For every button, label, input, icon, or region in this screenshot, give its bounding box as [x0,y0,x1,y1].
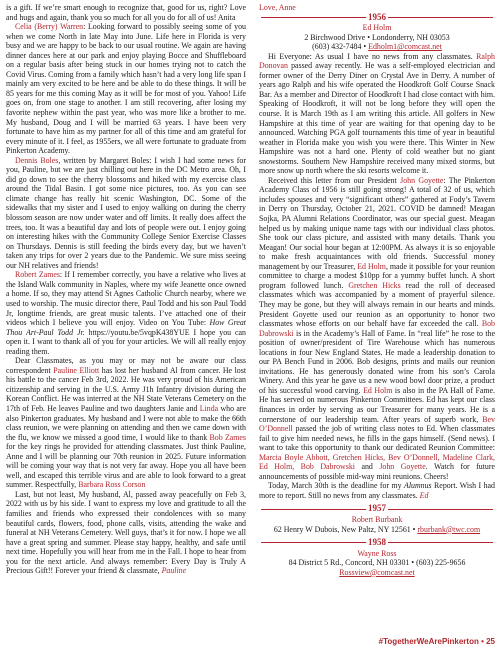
rule-line [261,509,366,510]
email-link[interactable]: Edholm1@comcast.net [368,42,442,52]
classmate-name: Bev O’Donnell [259,414,495,434]
paragraph-barbara: Dear Classmates, as you may or may not be aware our class correspondent Pauline Elliott has lost her husband Al from cancer. He lost his battle to the cancer Feb 3rd, 2022. He was very proud of his American citizenship and serving in the U.S. Army J1h Infantry division during the Korean Conflict. He was interred at the NH State Veterans Cemetery on the 17th of Feb. He leaves Pauline and two daughters Janie and Linda who are also Pinkerton graduates. My husband and I were not able to make the 66th class reunion, we were planning on attending and then we came down with the flu, we know we missed a good time, I would like to thank Bob Zames for the key rings he provided for attending classmates. Just think Pauline, Anne and I will be planning our 70th reunion in 2025. Future information will be coming your way that is not very far away. Hope you all have been well, and escaped this terrible virus and are able to look forward to a great summer. Respectfully, Barbara Ross Corson [6,356,247,490]
paragraph-pauline: Last, but not least, My husband, Al, passed away peacefully on Feb 3, 2022 with us by his side. I want to express my love and gratitude to all the families and friends who expressed their condolences with so many beautiful cards, flowers, food, phone calls, visits, attending the wake and funeral at NH Veterans Cemetery. Well guys, that’s it for now. I hope we all have a great spring and summer. Please stay happy, healthy, and safe until next time. Hopefully you will hear from me in the Fall. I hope to hear from you for the next article. And always remember: Every Day is Truly A Precious Gift!! Forever your friend & classmate, Pauline [6,489,246,576]
footer-separator: • [478,637,487,646]
continuation-signoff: Love, Anne [259,3,296,12]
paragraph-1956-letter: Received this letter from our President John Goyette: The Pinkerton Academy Class of 1956 is still going strong! A total of 32 of us, which includes spouses and very “significant others” gathered at Fody’s Tavern in Derry on Thursday, October 21, 2021. COVID be damned! Meagan Sojka, PA Alumni Relations Coordinator, was our special guest. Meagan helped us by making unique name tags with our individual class photos. She took our class picture, and assisted with many details. Thank you Meagan! Our social hour began at 12:00PM. As always it is so enjoyable to make fresh acquaintances with old friends. Successful money management by our Treasurer, Ed Holm, made it possible for your reunion committee to charge a modest $10pp for a yummy buffet lunch. A short program followed lunch. Gretchen Hicks read the roll of deceased classmates which was accompanied by a moment of prayerful silence. They may be gone, but they will always remain in our hearts and minds. President Goyette used our reunion as an opportunity to honor two classmates whose efforts on our behalf have far exceeded the call. Bob Dabrowski is in the Academy’s Hall of Fame. In “real life” he rose to the position of owner/president of Tire Warehouse which has numerous locations in four New England States. He made a leadership donation to our PA Bench Fund in 2006. Bob designs, prints and mails our reunion invitations. He has generously donated wine from his son’s Carola Winery. And this year he gave us a new wood bowl door prize, a product of his successful wood carving. Ed Holm is also in the PA Hall of Fame. He has served on numerous Pinkerton Committees. Ed has kept our class finances in order by serving as our Treasurer for many years. He is a cornerstone of our leadership team. After years of superb work, Bev O’Donnell passed the job of writing class notes to Ed. When classmates fail to give him needed news, he fills in the gaps himself. (Send news). I want to take this opportunity to thank our dedicated Reunion Committee: Marcia Boyle Abbott, Gretchen Hicks, Bev O’Donnell, Madeline Clark, Ed Holm, Bob Dabrowski and John Goyette. Watch for future announcements of possible mid-way mini reunions. Cheers! [259,175,496,481]
signature-name: Pauline [161,566,187,576]
correspondent-name: Wayne Ross [357,548,397,558]
right-column [259,3,495,577]
classmate-name: John Goyette [379,462,426,472]
hashtag: #TogetherWeArePinkerton [378,637,479,646]
paragraph-1956-deadline: Today, March 30th is the deadline for my Alumnus Report. Wish I had more to report. Still no news from any classmates. Ed [259,481,495,500]
classmate-name: Linda [199,403,219,413]
classmate-name: Ralph Donovan [259,51,495,71]
alumnus-title: Alumnus [404,481,432,491]
signature-name: Barbara Ross Corson [78,480,146,490]
correspondent-address: 84 District 5 Rd., Concord, NH 03301 • (603) 225-9656 [288,558,466,568]
classmate-name: Pauline Elliott [53,365,100,375]
paragraph-celia: Celia (Berry) Warren: Looking forward to possibly seeing some of you when we come North in late May into June. Life here in Florida is very busy and we are happy to be back to our usual routine. We again are having dinner dances here at our park and enjoy playing Bocce and Shuffleboard on a regular basis after being stuck in our homes trying not to catch the Covid Virus. Coming from a family which hasn’t had a very long life span I mainly am very excited to be here and be able to do these things. It will be 85 years for me this coming May as it will be for most of you. Yahoo! Life goes on, from one stage to another. I am still recovering, after losing my favorite nephew within the past year, who was more like a brother to me. My husband, Doug and I will be married 63 years. I have been very fortunate to have him as my partner for all of this time and am grateful for every minute of it. I feel, as 1955ers, we all were fortunate to graduate from Pinkerton Academy. [6,22,246,156]
correspondent-contact [259,568,495,578]
year-heading-1956: 1956 [259,13,495,23]
classmate-name: Dennis Boles [15,155,59,165]
paragraph-dennis: Dennis Boles, written by Margaret Boles: I wish I had some news for you, Pauline, but we are just chilling out here in the DC Metro area. Oh, I did go down to see the cherry blossoms and hiked with my exercise class around the Tidal Basin. I got some nice pictures, too. As you can see climate change has really hit scenic Washington, DC. Some of the sidewalks that my sister and I used to enjoy walking on during the cherry blossom season are now under water and off limits. It really does affect the trees, too. It was a beautiful day and lots of people were out. I enjoy going on interesting hikes with the Community College Senior Exercise Classes on Thursdays. Dennis is still feeding the birds every day, but we haven’t taken any trips for over 2 years due to the Pandemic. We sure miss seeing our NH relatives and friends! [6,155,246,270]
classmate-name: Bob Zames [209,432,246,442]
correspondent-contact: 62 Henry W Dubois, New Paltz, NY 12561 • rburbank@twc.com [273,524,481,534]
rule-line [388,509,493,510]
rule-line [388,17,493,18]
rule-line [388,542,493,543]
page-number: 25 [486,637,495,646]
paragraph-anita: is a gift. If we’re smart enough to recognize that, good for us, right? Love and hugs and again, thank you so much for all you do for all of us! Anita [6,3,246,22]
email-link[interactable]: rburbank@twc.com [417,524,481,534]
paragraph-1956-intro: Hi Everyone: As usual I have no news from any classmates. Ralph Donovan passed away recently. He was a self-employed electrician and former owner of the Derry Diner on Crystal Ave in Derry. A number of years ago Ralph and his wife operated the Hoodkroft Golf Course Snack Bar. As a member and Director of Hoodkroft I had close contact with him. Speaking of Hoodkroft, it will not be long before they will open the course. It is March 19th as I am writing this article. All golfers in New Hampshire at this time of year are waiting for that opening day to be announced. Watching PGA golf tournaments this time of year in beautiful weather in Florida make you wish you were there. This Winter in New Hampshire was not a hard one. Plenty of cold weather but no giant snowstorms. Southern New Hampshire received many mixed storms, but more snow up north where the ski resorts welcome it. [259,51,495,176]
email-link[interactable]: Rossview@comcast.net [339,567,415,577]
year-heading-1957: 1957 [259,504,495,514]
rule-line [261,542,366,543]
left-column [6,3,246,576]
classmate-name: Robert Zames [15,270,60,280]
correspondent-name: Robert Burbank [351,514,403,524]
correspondent-address: 2 Birchwood Drive • Londonderry, NH 03053 [304,32,450,42]
correspondent-name: Ed Holm [362,23,392,33]
classmate-name: Ed Holm [363,385,393,395]
classmate-name: Bob Dabrowski [259,319,495,338]
committee-names: Marcia Boyle Abbott, Gretchen Hicks, Bev O’Donnell, Madeline Clark, Ed Holm, Bob Dabrowski [259,452,495,472]
classmate-name: Celia (Berry) Warren [15,22,84,32]
classmate-name: Ed Holm [357,261,386,271]
rule-line [261,17,366,18]
page-footer [259,637,495,646]
video-title: How Great Thou Art-Paul Todd Jr. [6,318,246,337]
classmate-name: John Goyette [400,175,444,185]
classmate-name: Gretchen Hicks [348,280,401,290]
video-link[interactable]: https://youtu.be/5vqpK438YUE I hope you can open it. I want to thank all of you for your articles. We will all really enjoy reading them. [6,327,246,356]
signature-name: Ed [419,490,429,500]
correspondent-contact: (603) 432-7484 • Edholm1@comcast.net [312,42,442,52]
paragraph-robert: Robert Zames: If I remember correctly, you have a relative who lives at the Island Walk community in Naples, where my wife Jeanette once owned a home. If so, they may attend St Agnes Catholic Church nearby, where we used to worship. The music director there, Paul Todd and his son Paul Todd Jr, longtime friends, are great music talents. I’ve attached one of their videos which I believe you will enjoy. Video on You Tube: How Great Thou Art-Paul Todd Jr. https://youtu.be/5vqpK438YUE I hope you can open it. I want to thank all of you for your articles. We will all really enjoy reading them. [6,270,246,356]
year-heading-1958: 1958 [259,538,495,548]
